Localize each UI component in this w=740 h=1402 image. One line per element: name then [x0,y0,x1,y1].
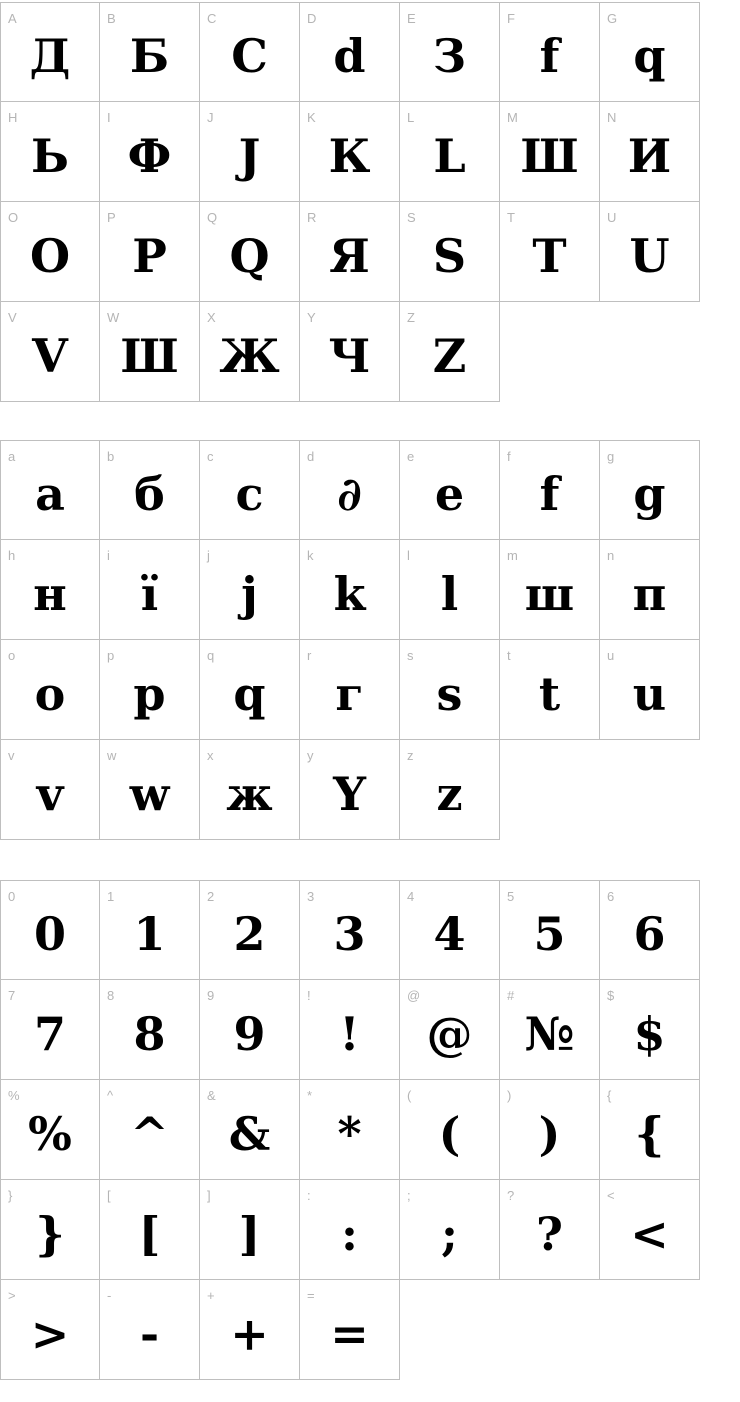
glyph-cell [0,102,100,202]
key-label: Y [307,310,316,325]
glyph-cell [400,102,500,202]
glyph-row [0,540,740,640]
key-label: 4 [407,889,415,904]
key-label: h [8,548,16,563]
key-label: A [8,11,17,26]
key-label: V [8,310,17,325]
glyph-cell [500,1180,600,1280]
glyph-cell [600,540,700,640]
key-label: E [407,11,416,26]
key-label: c [207,449,214,464]
font-glyph: б [134,467,165,521]
font-glyph: w [129,766,170,821]
key-label: S [407,210,416,225]
font-glyph: s [436,666,463,721]
key-label: k [307,548,314,563]
key-label: 6 [607,889,615,904]
key-label: y [307,748,314,763]
glyph-cell [100,1280,200,1380]
glyph-cell [100,880,200,980]
key-label: ^ [107,1088,114,1103]
font-glyph: { [634,1106,665,1161]
glyph-row [0,640,740,740]
key-label: v [8,748,15,763]
key-label: u [607,648,615,663]
glyph-cell [0,440,100,540]
glyph-cell [400,640,500,740]
glyph-row [0,980,740,1080]
key-label: G [607,11,618,26]
font-glyph: v [36,766,64,821]
glyph-cell [400,1080,500,1180]
glyph-cell [600,102,700,202]
font-glyph: 8 [133,1006,166,1061]
glyph-cell [100,640,200,740]
font-glyph: * [337,1106,362,1161]
digits-and-symbols-section [0,880,740,1380]
glyph-cell [600,1080,700,1180]
key-label: X [207,310,216,325]
font-glyph: ї [140,566,159,621]
key-label: I [107,110,111,125]
font-glyph: Ш [520,128,579,183]
font-glyph: н [33,566,67,621]
key-label: > [8,1288,16,1303]
glyph-cell [0,1180,100,1280]
glyph-cell [300,102,400,202]
font-glyph: l [440,566,459,621]
font-glyph: Ь [31,128,69,183]
key-label: & [207,1088,216,1103]
glyph-cell [300,440,400,540]
font-glyph: 3 [333,907,366,961]
key-label: W [107,310,120,325]
glyph-cell [300,740,400,840]
font-glyph: u [632,666,667,721]
glyph-cell [600,640,700,740]
glyph-cell [300,880,400,980]
glyph-cell [300,1080,400,1180]
key-label: t [507,648,511,663]
glyph-cell [500,980,600,1080]
key-label: ! [307,988,311,1003]
glyph-cell [200,302,300,402]
font-glyph: Ж [219,328,280,383]
font-glyph: е [434,467,465,521]
glyph-cell [500,440,600,540]
lowercase-letters-section [0,440,740,840]
font-glyph: ^ [130,1106,169,1161]
glyph-cell [500,640,600,740]
font-glyph: + [230,1306,269,1361]
glyph-row [0,302,740,402]
glyph-cell [100,1080,200,1180]
key-label: l [407,548,410,563]
glyph-cell [400,302,500,402]
key-label: C [207,11,217,26]
glyph-cell [600,202,700,302]
glyph-row [0,1280,740,1380]
key-label: * [307,1088,313,1103]
glyph-cell [500,2,600,102]
key-label: e [407,449,415,464]
key-label: ( [407,1088,412,1103]
key-label: N [607,110,617,125]
key-label: ] [207,1188,211,1203]
font-glyph: ? [536,1206,563,1261]
key-label: p [107,648,115,663]
glyph-cell [200,740,300,840]
glyph-cell [400,880,500,980]
glyph-row [0,440,740,540]
font-glyph: З [432,29,467,83]
font-glyph: И [627,128,672,183]
key-label: J [207,110,214,125]
glyph-cell [200,540,300,640]
key-label: { [607,1088,612,1103]
font-glyph: k [333,566,366,621]
glyph-cell [0,2,100,102]
glyph-cell [100,1180,200,1280]
glyph-cell [300,640,400,740]
key-label: F [507,11,515,26]
glyph-cell [300,202,400,302]
font-glyph: ] [238,1206,261,1261]
glyph-row [0,202,740,302]
glyph-cell [400,440,500,540]
font-glyph: $ [633,1006,666,1061]
glyph-cell [200,2,300,102]
glyph-cell [400,740,500,840]
font-glyph: L [433,128,466,183]
key-label: w [107,748,117,763]
glyph-row [0,102,740,202]
key-label: T [507,210,515,225]
font-glyph: г [335,666,364,721]
glyph-cell [0,302,100,402]
key-label: % [8,1088,20,1103]
font-glyph: z [436,766,463,821]
font-glyph: 2 [233,907,266,961]
glyph-cell [300,302,400,402]
font-glyph: 1 [133,907,166,961]
key-label: i [107,548,110,563]
font-glyph: f [539,467,560,521]
glyph-cell [100,540,200,640]
key-label: z [407,748,414,763]
glyph-cell [300,2,400,102]
glyph-cell [200,202,300,302]
key-label: $ [607,988,615,1003]
font-glyph: V [32,328,68,383]
key-label: P [107,210,116,225]
glyph-cell [600,1180,700,1280]
key-label: : [307,1188,311,1203]
font-glyph: t [538,666,561,721]
font-glyph: 0 [33,907,66,961]
font-glyph: > [30,1306,70,1361]
font-glyph: d [333,29,366,83]
font-glyph: ! [339,1006,360,1061]
key-label: 9 [207,988,215,1003]
glyph-cell [0,640,100,740]
key-label: 1 [107,889,115,904]
font-glyph: Ф [127,128,172,183]
key-label: Q [207,210,218,225]
glyph-row [0,740,740,840]
key-label: x [207,748,214,763]
key-label: @ [407,988,421,1003]
font-glyph: - [139,1306,160,1361]
font-glyph: [ [138,1206,161,1261]
glyph-cell [400,540,500,640]
font-glyph: С [231,29,268,83]
key-label: + [207,1288,215,1303]
key-label: q [207,648,215,663]
key-label: m [507,548,518,563]
uppercase-letters-section [0,2,740,402]
glyph-cell [500,540,600,640]
glyph-cell [100,2,200,102]
font-glyph: ж [226,766,273,821]
key-label: < [607,1188,615,1203]
glyph-cell [600,2,700,102]
font-glyph: 6 [633,907,666,961]
font-glyph: 5 [533,907,566,961]
key-label: 3 [307,889,315,904]
key-label: 5 [507,889,515,904]
font-glyph: = [330,1306,369,1361]
key-label: n [607,548,615,563]
glyph-cell [200,1180,300,1280]
glyph-cell [400,2,500,102]
key-label: ; [407,1188,411,1203]
font-glyph: О [29,228,71,283]
glyph-row [0,880,740,980]
glyph-cell [400,202,500,302]
key-label: O [8,210,19,225]
font-glyph: Z [432,328,467,383]
font-glyph: а [35,467,65,521]
glyph-cell [100,302,200,402]
glyph-cell [500,102,600,202]
font-glyph: @ [426,1006,473,1061]
key-label: f [507,449,511,464]
font-glyph: q [233,666,266,721]
font-glyph: Q [229,228,270,283]
font-glyph: Т [532,228,567,283]
key-label: R [307,210,317,225]
key-label: B [107,11,116,26]
font-glyph: & [228,1106,271,1161]
key-label: Z [407,310,415,325]
key-label: # [507,988,515,1003]
key-label: U [607,210,617,225]
glyph-cell [100,980,200,1080]
glyph-cell [200,980,300,1080]
key-label: H [8,110,18,125]
glyph-cell [0,740,100,840]
key-label: 8 [107,988,115,1003]
glyph-cell [100,740,200,840]
glyph-cell [0,1280,100,1380]
font-glyph: ) [538,1106,561,1161]
font-glyph: 4 [433,907,466,961]
key-label: D [307,11,317,26]
font-glyph: } [35,1206,65,1261]
glyph-cell [200,1080,300,1180]
glyph-row [0,1180,740,1280]
font-glyph: Ш [120,328,179,383]
key-label: b [107,449,115,464]
glyph-row [0,2,740,102]
key-label: g [607,449,615,464]
key-label: K [307,110,316,125]
font-glyph: g [633,467,666,521]
glyph-cell [600,440,700,540]
font-glyph: ш [524,566,575,621]
glyph-cell [600,880,700,980]
font-glyph: р [133,666,166,721]
glyph-cell [500,880,600,980]
font-glyph: с [235,467,264,521]
glyph-cell [300,1180,400,1280]
key-label: r [307,648,312,663]
glyph-cell [300,540,400,640]
key-label: a [8,449,16,464]
glyph-cell [100,202,200,302]
glyph-cell [0,202,100,302]
key-label: ) [507,1088,512,1103]
glyph-cell [300,980,400,1080]
glyph-cell [0,1080,100,1180]
key-label: - [107,1288,112,1303]
font-glyph: ; [441,1206,458,1261]
glyph-cell [200,102,300,202]
key-label: s [407,648,414,663]
glyph-cell [500,202,600,302]
glyph-cell [200,880,300,980]
font-glyph: U [629,228,670,283]
key-label: j [207,548,210,563]
font-glyph: К [328,128,371,183]
glyph-cell [0,540,100,640]
key-label: 0 [8,889,16,904]
font-glyph: f [539,29,560,83]
font-glyph: п [632,566,667,621]
key-label: d [307,449,315,464]
font-glyph: о [34,666,66,721]
key-label: ? [507,1188,515,1203]
font-glyph: ј [241,566,258,621]
key-label: 2 [207,889,215,904]
glyph-row [0,1080,740,1180]
glyph-cell [400,1180,500,1280]
font-glyph: 9 [233,1006,266,1061]
key-label: [ [107,1188,111,1203]
font-glyph: 7 [33,1006,66,1061]
key-label: o [8,648,16,663]
font-glyph: Y [333,766,366,821]
font-glyph: : [341,1206,358,1261]
font-glyph: Р [132,228,167,283]
glyph-cell [300,1280,400,1380]
glyph-cell [600,980,700,1080]
font-glyph: Я [329,228,370,283]
font-glyph: Д [29,29,71,83]
font-glyph: S [432,228,467,283]
font-glyph: % [28,1106,72,1161]
font-glyph: ∂ [337,467,362,521]
glyph-cell [200,440,300,540]
font-glyph: № [524,1006,575,1061]
glyph-cell [500,1080,600,1180]
glyph-cell [0,880,100,980]
key-label: 7 [8,988,16,1003]
font-glyph: Ј [238,128,261,183]
glyph-cell [200,1280,300,1380]
glyph-cell [100,102,200,202]
key-label: = [307,1288,315,1303]
glyph-cell [100,440,200,540]
character-map [0,2,740,1380]
font-glyph: Ч [328,328,371,383]
font-glyph: Б [129,29,170,83]
key-label: L [407,110,415,125]
font-glyph: q [633,29,666,83]
key-label: M [507,110,518,125]
key-label: } [8,1188,13,1203]
font-glyph: < [630,1206,669,1261]
glyph-cell [400,980,500,1080]
glyph-cell [200,640,300,740]
font-glyph: ( [438,1106,461,1161]
glyph-cell [0,980,100,1080]
